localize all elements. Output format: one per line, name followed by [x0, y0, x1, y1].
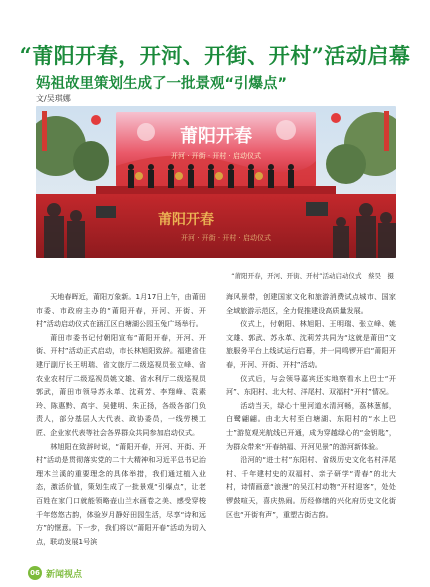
body-paragraph-continued: 海风景带，创建国家文化和旅游消费试点城市、国家全域旅游示范区，全力促推建设高质量发展。 — [226, 292, 396, 315]
body-paragraph: 天地春晖近，莆阳万象新。1月17日上午，由莆田市委、市政府主办的“莆阳开春，开河、开街、开村”活动启动仪式在涵江区白塘湖公园玉兔广场举行。 — [36, 292, 206, 329]
page-footer — [28, 566, 82, 580]
floor-subtitle-text: 开河 · 开街 · 开村 · 启动仪式 — [180, 234, 272, 242]
photo-caption: “莆阳开春，开河、开街、开村”活动启动仪式 蔡昊 摄 — [231, 272, 394, 280]
body-paragraph: 仪式上，付朝阳、林旭阳、王明瑞、张立峰、姚文雄、郭武、苏永革、沈莉芳共同为“这就是莆田”文旅服务平台上线试运行启幕，并一同鸣锣开启“莆阳开春，开河、开街、开村”活动。 — [226, 319, 396, 369]
article-headline: “莆阳开春，开河、开街、开村”活动启幕 — [19, 43, 411, 68]
section-name: 新闻视点 — [46, 569, 83, 580]
body-paragraph: 林旭阳在致辞时说，“莆阳开春，开河、开街、开村”活动是贯彻落实党的二十大精神和习近平总书记治理木兰溪的重要理念的具体举措，我们通过植入业态，激活价值，策划生成了一批景观“引爆点”，让老百姓在家门口就能领略壶山兰水画卷之美、感受穿梭千年悠悠古韵，体验岁月静好田园生活，尽享“诗和远方”的惬意。下一步，我们将以“莆阳开春”活动为切入点，联动发展1号滨 — [36, 441, 206, 546]
article-subheadline: 妈祖故里策划生成了一批景观“引爆点” — [36, 76, 288, 92]
stage-subtitle-text: 开河 · 开街 · 开村 · 启动仪式 — [170, 152, 262, 160]
body-paragraph: 活动当天，绿心十里河道水清河畅，荔林葱郁，白鹭翩翩。由北大村至白塘湖、东阳村的“水上巴士”游览观光航线已开通，成为穿越绿心的“金钥匙”，为群众带来“开春纳福、开河见景”的游河新体验。 — [226, 400, 396, 451]
event-photo — [36, 106, 396, 258]
article-body-left-column — [36, 290, 206, 548]
floor-title-text: 莆阳开春 — [158, 212, 214, 228]
stage-title-text: 莆阳开春 — [180, 126, 252, 147]
body-paragraph: 莆田市委书记付朝阳宣布“莆阳开春，开河、开街、开村”活动正式启动，市长林旭阳致辞。福建省住建厅副厅长王明瑞、省文旅厅二级巡视员张立峰、省农业农村厅二级巡视员姚文雄、省水利厅二级巡视员郭武，莆田市领导苏永革、沈莉芳、李翔峰、袁素玲、陈惠黔、高宇、吴健明、朱正扬，各级各部门负责人，部分基层人大代表、政协委员，一线劳模工匠、企业家代表等社会各界群众共同参加启动仪式。 — [36, 332, 206, 437]
body-paragraph: 仪式后，与会领导嘉宾还实地察看水上巴士“开河”、东阳村、北大村、洋尾村、双福村“开村”情况。 — [226, 373, 396, 397]
article-body-right-column — [226, 290, 396, 521]
article-byline: 文/吴琪娜 — [36, 94, 71, 103]
body-paragraph: 沿河的“进士村”东阳村、省级历史文化名村洋尾村、千年建村史的双福村、亲子研学“青春”的北大村，诗情画意“浪漫”的吴江村动物“开村迎客”，处处锣鼓喧天，喜庆热闹。历经修缮的兴化府历史文化街区也“开街有声”，重塑古街古韵。 — [226, 455, 396, 519]
page-number-badge: 06 — [28, 566, 42, 580]
